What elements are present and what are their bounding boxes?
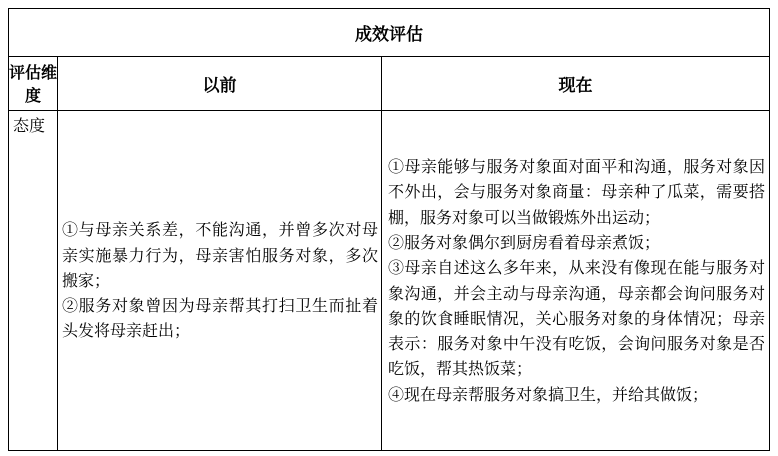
before-cell [58, 111, 382, 451]
now-item: ④现在母亲帮服务对象搞卫生，并给其做饭； [388, 384, 709, 404]
before-header: 以前 [58, 57, 382, 111]
header-row [9, 57, 770, 111]
title-row [9, 9, 770, 57]
now-item: ②服务对象偶尔到厨房看着母亲煮饭； [388, 232, 661, 252]
before-item: ②服务对象曾因为母亲帮其打扫卫生而扯着头发将母亲赶出； [62, 296, 378, 341]
now-cell [382, 111, 770, 451]
dimension-cell: 态度 [9, 111, 58, 451]
now-item: ③母亲自述这么多年来，从来没有像现在能与服务对象沟通，并会主动与母亲沟通，母亲都会询问服务对象的饮食睡眠情况，关心服务对象的身体情况；母亲表示：服务对象中午没有吃饭，会询问服务对象是否吃饭，帮其热饭菜； [388, 258, 765, 379]
now-item: ①母亲能够与服务对象面对面平和沟通，服务对象因不外出，会与服务对象商量：母亲种了瓜菜，需要搭棚，服务对象可以当做锻炼外出运动； [388, 157, 765, 227]
now-header: 现在 [382, 57, 770, 111]
dimension-header: 评估维度 [9, 57, 58, 111]
evaluation-table [8, 8, 770, 451]
table-title: 成效评估 [9, 9, 770, 57]
table-row [9, 111, 770, 451]
before-item: ①与母亲关系差，不能沟通，并曾多次对母亲实施暴力行为，母亲害怕服务对象，多次搬家； [62, 220, 378, 290]
